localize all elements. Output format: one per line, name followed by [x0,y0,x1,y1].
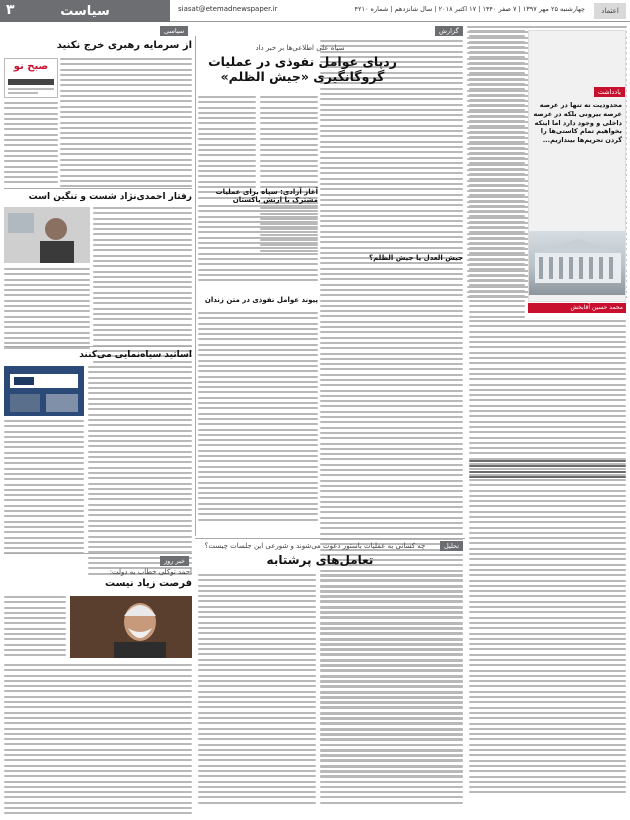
bottom-headline: تعامل‌های پرشتابه [266,553,374,567]
left-divider-2 [4,346,192,347]
left-text-4 [4,664,192,818]
portrait-icon [4,207,90,263]
tavakoli-photo [70,596,192,658]
page-number: ۳ [6,2,15,18]
date-line: چهارشنبه ۲۵ مهر ۱۳۹۷ | ۷ صفر ۱۴۴۰ | ۱۷ اکتبر ۲۰۱۸ | سال شانزدهم | شماره ۴۲۱۰ [354,5,585,13]
left-headline-2: رفتار احمدی‌نژاد شست و تنگین است [28,192,192,202]
main-col-3 [198,96,256,202]
page-header [0,0,630,22]
police-scene-icon [4,366,84,416]
left-text-3 [88,366,192,578]
right-bold-text [469,460,626,481]
newspaper-bar-icon [8,88,54,90]
ahmadinejad-photo [4,207,90,263]
left-headline-3: اساتید سیاه‌نمایی می‌کنند [79,350,192,360]
left-headline-1: از سرمایه رهبری خرج نکنید [56,40,192,51]
left-headline-4: فرصت زیاد نیست [105,578,192,589]
main-divider [195,36,196,536]
right-tag: یادداشت [594,87,625,97]
bottom-article-rule [195,538,465,539]
main-kicker: سیاه علی اطلاعی‌ها بر خبر داد [255,44,345,52]
left-tag: سیاسی [160,26,188,36]
right-highlight-text: محدودیت نه تنها در عرصه عرصه بیرونی بلکه در عرصه داخلی و وجود دارد اما اینکه بخواهیم تمام کاستی‌ها را گردن تحریم‌ها بیندازیم... [533,101,622,145]
bottom-kicker: چه کسانی به عملیات باستور دعوت می‌شوند و شورعی این جلسات چیست؟ [204,542,426,550]
portrait-icon [70,596,192,658]
newspaper-logo: اعتماد [594,3,626,19]
bottom-tag: تحلیل [440,541,463,551]
main-subhead-1: جیش العدل یا جیش الظلم؟ [369,254,463,262]
left-text-3b [4,420,84,558]
main-col-lower [198,312,318,524]
left-text-4a [4,596,66,660]
main-subhead-2: آغاز آزادی: سپاه برای عملیات مشترک با ارتش پاکستان [215,188,318,204]
center-tag: گزارش [435,26,463,36]
main-col-3b [198,205,318,284]
left-bottom-kicker: احمد توکلی خطاب به دولت: [109,568,192,576]
main-subhead-3: پیوند عوامل نفوذی در متن زندان [204,296,318,304]
left-divider-3 [4,553,192,554]
right-caption-bar [528,303,626,313]
building-photo-icon [529,231,626,295]
left-text-1 [60,58,192,190]
newspaper-bar-icon [8,79,54,85]
newspaper-image [4,58,58,98]
right-text-middle [469,320,626,797]
newspaper-masthead: صبح نو [13,61,49,72]
left-divider-1 [4,188,192,189]
right-highlight-box [528,30,626,302]
right-photo [529,231,626,295]
bottom-col-1 [320,574,463,807]
bottom-col-2 [198,574,316,807]
left-bottom-tag: خبر روز [160,556,189,566]
left-text-2b [4,268,90,353]
section-title: سیاست [0,0,170,22]
right-photo-caption: محمد حسین آقابخش [570,304,623,311]
section-email[interactable]: siasat@etemadnewspaper.ir [178,5,278,13]
main-headline: ردپای عوامل نفوذی در عملیات گروگانگیری «جیش الظلم» [208,54,397,84]
newspaper-bar-icon [8,92,38,94]
right-side-text-a [469,30,525,321]
left-text-1b [4,102,58,187]
police-photo [4,366,84,416]
